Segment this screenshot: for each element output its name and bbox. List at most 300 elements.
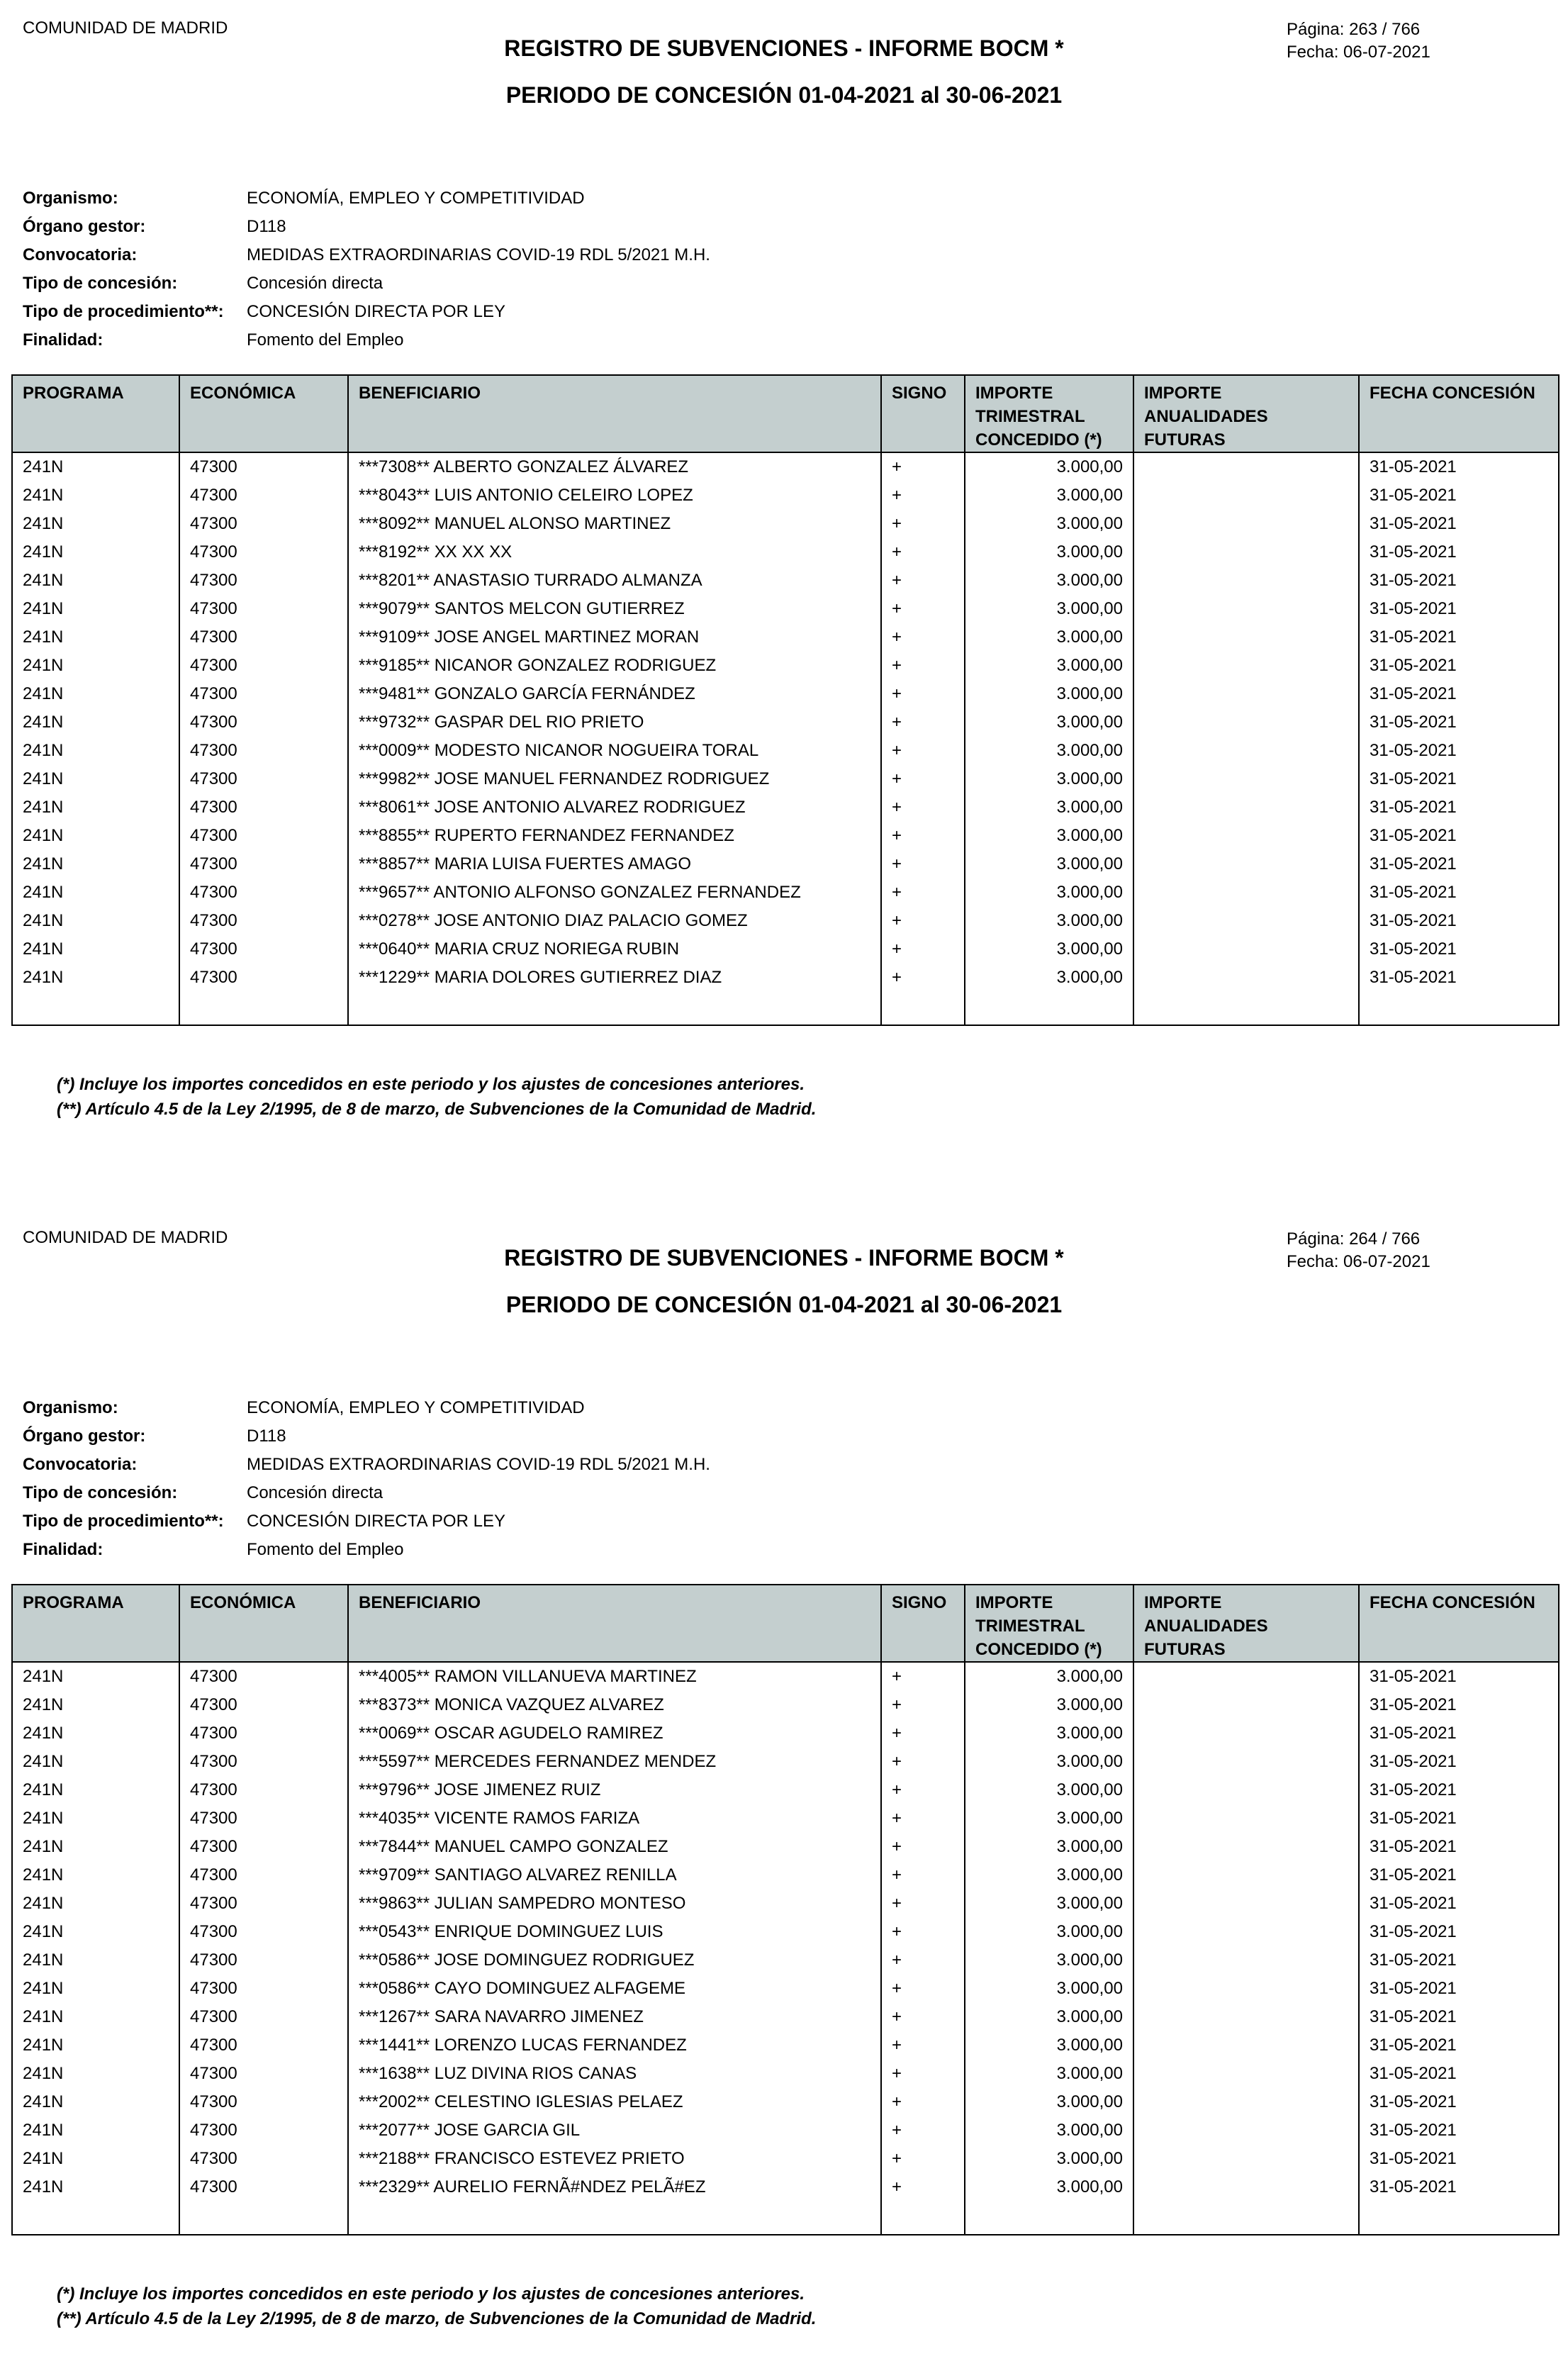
table-row [12, 1889, 1559, 1918]
table-row [12, 652, 1559, 680]
meta-label: Tipo de procedimiento**: [23, 1512, 224, 1531]
table-row [12, 964, 1559, 992]
cell-signo: + [881, 481, 965, 510]
cell-beneficiario: ***9481** GONZALO GARCÍA FERNÁNDEZ [348, 680, 881, 708]
meta-label: Tipo de concesión: [23, 274, 178, 293]
cell-economica: 47300 [179, 1833, 348, 1861]
cell-fecha-concesion: 31-05-2021 [1359, 1748, 1559, 1776]
cell-economica: 47300 [179, 964, 348, 992]
cell-signo: + [881, 1946, 965, 1975]
column-header-signo: SIGNO [881, 1585, 965, 1662]
cell-importe-trimestral: 3.000,00 [965, 452, 1133, 481]
meta-label: Finalidad: [23, 330, 103, 350]
cell-importe-trimestral: 3.000,00 [965, 1918, 1133, 1946]
cell-fecha-concesion: 31-05-2021 [1359, 2088, 1559, 2116]
cell-programa: 241N [12, 1975, 179, 2003]
cell-programa: 241N [12, 1804, 179, 1833]
meta-row-tipo-procedimiento [23, 1507, 710, 1536]
cell-programa: 241N [12, 2060, 179, 2088]
cell-importe-anualidades [1133, 1691, 1359, 1719]
table-header-row [12, 1585, 1559, 1662]
footnotes [57, 2282, 816, 2331]
cell-beneficiario: ***8043** LUIS ANTONIO CELEIRO LOPEZ [348, 481, 881, 510]
cell-signo: + [881, 1975, 965, 2003]
cell-signo: + [881, 1804, 965, 1833]
cell-signo: + [881, 2173, 965, 2201]
empty-cell [1133, 992, 1359, 1025]
cell-importe-trimestral: 3.000,00 [965, 2031, 1133, 2060]
cell-fecha-concesion: 31-05-2021 [1359, 1975, 1559, 2003]
cell-importe-anualidades [1133, 1918, 1359, 1946]
cell-importe-anualidades [1133, 538, 1359, 566]
cell-programa: 241N [12, 1833, 179, 1861]
cell-signo: + [881, 935, 965, 964]
cell-importe-anualidades [1133, 1748, 1359, 1776]
report-period: PERIODO DE CONCESIÓN 01-04-2021 al 30-06-2021 [505, 82, 1063, 108]
cell-fecha-concesion: 31-05-2021 [1359, 1918, 1559, 1946]
cell-beneficiario: ***0586** CAYO DOMINGUEZ ALFAGEME [348, 1975, 881, 2003]
cell-programa: 241N [12, 935, 179, 964]
column-header-economica: ECONÓMICA [179, 375, 348, 452]
empty-cell [1359, 2201, 1559, 2235]
cell-importe-anualidades [1133, 964, 1359, 992]
organization-name: COMUNIDAD DE MADRID [23, 1228, 228, 1247]
cell-programa: 241N [12, 481, 179, 510]
cell-programa: 241N [12, 765, 179, 793]
metadata-block [23, 184, 710, 355]
cell-signo: + [881, 680, 965, 708]
cell-economica: 47300 [179, 935, 348, 964]
empty-cell [179, 2201, 348, 2235]
cell-importe-trimestral: 3.000,00 [965, 793, 1133, 822]
cell-importe-anualidades [1133, 1975, 1359, 2003]
cell-importe-trimestral: 3.000,00 [965, 1833, 1133, 1861]
meta-value: MEDIDAS EXTRAORDINARIAS COVID-19 RDL 5/2021 M.H. [247, 245, 710, 264]
cell-beneficiario: ***0640** MARIA CRUZ NORIEGA RUBIN [348, 935, 881, 964]
cell-importe-anualidades [1133, 566, 1359, 595]
cell-signo: + [881, 2088, 965, 2116]
footnotes [57, 1072, 816, 1122]
meta-value: MEDIDAS EXTRAORDINARIAS COVID-19 RDL 5/2021 M.H. [247, 1455, 710, 1474]
cell-programa: 241N [12, 595, 179, 623]
cell-economica: 47300 [179, 538, 348, 566]
cell-economica: 47300 [179, 793, 348, 822]
cell-signo: + [881, 737, 965, 765]
meta-label: Órgano gestor: [23, 1427, 146, 1446]
cell-fecha-concesion: 31-05-2021 [1359, 510, 1559, 538]
table-row [12, 1975, 1559, 2003]
cell-importe-trimestral: 3.000,00 [965, 2088, 1133, 2116]
cell-signo: + [881, 510, 965, 538]
cell-importe-trimestral: 3.000,00 [965, 708, 1133, 737]
cell-beneficiario: ***8373** MONICA VAZQUEZ ALVAREZ [348, 1691, 881, 1719]
cell-beneficiario: ***2002** CELESTINO IGLESIAS PELAEZ [348, 2088, 881, 2116]
cell-economica: 47300 [179, 1889, 348, 1918]
cell-programa: 241N [12, 708, 179, 737]
meta-value: CONCESIÓN DIRECTA POR LEY [247, 302, 505, 321]
meta-value: ECONOMÍA, EMPLEO Y COMPETITIVIDAD [247, 189, 585, 208]
cell-signo: + [881, 964, 965, 992]
cell-beneficiario: ***9657** ANTONIO ALFONSO GONZALEZ FERNANDEZ [348, 878, 881, 907]
cell-fecha-concesion: 31-05-2021 [1359, 907, 1559, 935]
table-row [12, 1748, 1559, 1776]
cell-importe-trimestral: 3.000,00 [965, 1691, 1133, 1719]
cell-importe-trimestral: 3.000,00 [965, 737, 1133, 765]
cell-fecha-concesion: 31-05-2021 [1359, 538, 1559, 566]
cell-fecha-concesion: 31-05-2021 [1359, 822, 1559, 850]
cell-importe-trimestral: 3.000,00 [965, 2116, 1133, 2145]
meta-label: Tipo de procedimiento**: [23, 302, 224, 321]
cell-programa: 241N [12, 2145, 179, 2173]
cell-signo: + [881, 566, 965, 595]
table-row [12, 1719, 1559, 1748]
empty-cell [1359, 992, 1559, 1025]
footnote: (**) Artículo 4.5 de la Ley 2/1995, de 8 de marzo, de Subvenciones de la Comunidad de Madrid. [57, 1100, 817, 1119]
cell-economica: 47300 [179, 481, 348, 510]
cell-fecha-concesion: 31-05-2021 [1359, 623, 1559, 652]
cell-signo: + [881, 2031, 965, 2060]
cell-importe-anualidades [1133, 623, 1359, 652]
cell-programa: 241N [12, 623, 179, 652]
footnote: (*) Incluye los importes concedidos en este periodo y los ajustes de concesiones anteriores. [57, 1075, 805, 1094]
cell-beneficiario: ***7844** MANUEL CAMPO GONZALEZ [348, 1833, 881, 1861]
meta-value: Concesión directa [247, 274, 383, 293]
table-row [12, 1662, 1559, 1691]
cell-importe-trimestral: 3.000,00 [965, 1662, 1133, 1691]
meta-row-convocatoria [23, 1451, 710, 1479]
cell-economica: 47300 [179, 595, 348, 623]
meta-row-tipo-procedimiento [23, 298, 710, 326]
cell-fecha-concesion: 31-05-2021 [1359, 595, 1559, 623]
cell-programa: 241N [12, 964, 179, 992]
cell-beneficiario: ***0009** MODESTO NICANOR NOGUEIRA TORAL [348, 737, 881, 765]
cell-importe-trimestral: 3.000,00 [965, 2003, 1133, 2031]
table-row [12, 850, 1559, 878]
cell-programa: 241N [12, 907, 179, 935]
cell-importe-anualidades [1133, 510, 1359, 538]
cell-signo: + [881, 907, 965, 935]
cell-fecha-concesion: 31-05-2021 [1359, 680, 1559, 708]
meta-row-tipo-concesion [23, 1479, 710, 1507]
cell-economica: 47300 [179, 1662, 348, 1691]
table-row [12, 822, 1559, 850]
table-body [12, 1662, 1559, 2235]
cell-importe-trimestral: 3.000,00 [965, 652, 1133, 680]
empty-cell [348, 992, 881, 1025]
cell-economica: 47300 [179, 1748, 348, 1776]
cell-beneficiario: ***9982** JOSE MANUEL FERNANDEZ RODRIGUEZ [348, 765, 881, 793]
empty-cell [12, 992, 179, 1025]
organization-name: COMUNIDAD DE MADRID [23, 18, 228, 38]
table-bottom-padding [12, 992, 1559, 1025]
cell-beneficiario: ***0069** OSCAR AGUDELO RAMIREZ [348, 1719, 881, 1748]
cell-programa: 241N [12, 652, 179, 680]
cell-beneficiario: ***1267** SARA NAVARRO JIMENEZ [348, 2003, 881, 2031]
cell-importe-trimestral: 3.000,00 [965, 1889, 1133, 1918]
table-row [12, 1776, 1559, 1804]
table-row [12, 1918, 1559, 1946]
cell-programa: 241N [12, 1691, 179, 1719]
cell-importe-anualidades [1133, 2060, 1359, 2088]
cell-importe-trimestral: 3.000,00 [965, 595, 1133, 623]
cell-economica: 47300 [179, 1804, 348, 1833]
report-title: REGISTRO DE SUBVENCIONES - INFORME BOCM * [504, 1245, 1064, 1271]
cell-programa: 241N [12, 1662, 179, 1691]
cell-programa: 241N [12, 566, 179, 595]
cell-beneficiario: ***9863** JULIAN SAMPEDRO MONTESO [348, 1889, 881, 1918]
cell-fecha-concesion: 31-05-2021 [1359, 2145, 1559, 2173]
cell-importe-anualidades [1133, 1776, 1359, 1804]
cell-signo: + [881, 850, 965, 878]
column-header-beneficiario: BENEFICIARIO [348, 1585, 881, 1662]
table-row [12, 1861, 1559, 1889]
page-number: Página: 263 / 766 [1287, 20, 1421, 39]
cell-economica: 47300 [179, 822, 348, 850]
cell-economica: 47300 [179, 2060, 348, 2088]
cell-importe-anualidades [1133, 1804, 1359, 1833]
cell-importe-trimestral: 3.000,00 [965, 2173, 1133, 2201]
cell-programa: 241N [12, 538, 179, 566]
column-header-programa: PROGRAMA [12, 375, 179, 452]
cell-economica: 47300 [179, 2173, 348, 2201]
column-header-importe-trimestral: IMPORTE TRIMESTRAL CONCEDIDO (*) [965, 375, 1133, 452]
cell-importe-anualidades [1133, 2003, 1359, 2031]
column-header-beneficiario: BENEFICIARIO [348, 375, 881, 452]
cell-economica: 47300 [179, 737, 348, 765]
footnote: (*) Incluye los importes concedidos en este periodo y los ajustes de concesiones anteriores. [57, 2284, 805, 2304]
cell-beneficiario: ***1638** LUZ DIVINA RIOS CANAS [348, 2060, 881, 2088]
cell-importe-anualidades [1133, 793, 1359, 822]
cell-programa: 241N [12, 2173, 179, 2201]
table-row [12, 510, 1559, 538]
column-header-signo: SIGNO [881, 375, 965, 452]
cell-economica: 47300 [179, 708, 348, 737]
cell-programa: 241N [12, 793, 179, 822]
cell-beneficiario: ***2077** JOSE GARCIA GIL [348, 2116, 881, 2145]
meta-row-tipo-concesion [23, 269, 710, 298]
cell-importe-anualidades [1133, 2173, 1359, 2201]
empty-cell [881, 2201, 965, 2235]
cell-signo: + [881, 1662, 965, 1691]
cell-programa: 241N [12, 1918, 179, 1946]
cell-signo: + [881, 708, 965, 737]
cell-economica: 47300 [179, 1861, 348, 1889]
cell-importe-trimestral: 3.000,00 [965, 680, 1133, 708]
meta-label: Organismo: [23, 189, 118, 208]
meta-value: Fomento del Empleo [247, 1540, 404, 1559]
cell-beneficiario: ***2329** AURELIO FERNÃ#NDEZ PELÃ#EZ [348, 2173, 881, 2201]
cell-fecha-concesion: 31-05-2021 [1359, 708, 1559, 737]
cell-programa: 241N [12, 2088, 179, 2116]
cell-fecha-concesion: 31-05-2021 [1359, 1719, 1559, 1748]
cell-importe-trimestral: 3.000,00 [965, 935, 1133, 964]
cell-signo: + [881, 1918, 965, 1946]
cell-economica: 47300 [179, 623, 348, 652]
cell-fecha-concesion: 31-05-2021 [1359, 793, 1559, 822]
column-header-programa: PROGRAMA [12, 1585, 179, 1662]
page-number: Página: 264 / 766 [1287, 1229, 1421, 1249]
table-row [12, 595, 1559, 623]
cell-programa: 241N [12, 1946, 179, 1975]
subsidies-table [11, 374, 1559, 1026]
meta-row-finalidad [23, 1536, 710, 1564]
column-header-importe-anualidades: IMPORTE ANUALIDADES FUTURAS [1133, 1585, 1359, 1662]
table-row [12, 1833, 1559, 1861]
cell-fecha-concesion: 31-05-2021 [1359, 1662, 1559, 1691]
cell-beneficiario: ***1229** MARIA DOLORES GUTIERREZ DIAZ [348, 964, 881, 992]
cell-importe-trimestral: 3.000,00 [965, 2145, 1133, 2173]
meta-row-organo-gestor [23, 213, 710, 241]
cell-signo: + [881, 1691, 965, 1719]
meta-value: Fomento del Empleo [247, 330, 404, 350]
cell-importe-anualidades [1133, 850, 1359, 878]
cell-importe-trimestral: 3.000,00 [965, 481, 1133, 510]
cell-economica: 47300 [179, 1719, 348, 1748]
cell-signo: + [881, 595, 965, 623]
table-row [12, 2145, 1559, 2173]
cell-economica: 47300 [179, 907, 348, 935]
table-header-row [12, 375, 1559, 452]
cell-importe-anualidades [1133, 2031, 1359, 2060]
cell-beneficiario: ***5597** MERCEDES FERNANDEZ MENDEZ [348, 1748, 881, 1776]
meta-label: Tipo de concesión: [23, 1483, 178, 1502]
cell-signo: + [881, 2060, 965, 2088]
meta-value: D118 [247, 217, 286, 236]
cell-signo: + [881, 1776, 965, 1804]
cell-beneficiario: ***0278** JOSE ANTONIO DIAZ PALACIO GOMEZ [348, 907, 881, 935]
cell-importe-trimestral: 3.000,00 [965, 510, 1133, 538]
empty-cell [348, 2201, 881, 2235]
column-header-fecha-concesion: FECHA CONCESIÓN [1359, 1585, 1559, 1662]
cell-importe-anualidades [1133, 1719, 1359, 1748]
column-header-fecha-concesion: FECHA CONCESIÓN [1359, 375, 1559, 452]
cell-beneficiario: ***9185** NICANOR GONZALEZ RODRIGUEZ [348, 652, 881, 680]
cell-economica: 47300 [179, 566, 348, 595]
meta-value: D118 [247, 1427, 286, 1446]
meta-row-convocatoria [23, 241, 710, 269]
cell-beneficiario: ***9709** SANTIAGO ALVAREZ RENILLA [348, 1861, 881, 1889]
cell-importe-anualidades [1133, 737, 1359, 765]
meta-value: ECONOMÍA, EMPLEO Y COMPETITIVIDAD [247, 1398, 585, 1417]
cell-importe-anualidades [1133, 1861, 1359, 1889]
table-row [12, 538, 1559, 566]
cell-signo: + [881, 652, 965, 680]
report-date: Fecha: 06-07-2021 [1287, 1252, 1430, 1271]
table-row [12, 708, 1559, 737]
cell-importe-trimestral: 3.000,00 [965, 1861, 1133, 1889]
table-row [12, 1804, 1559, 1833]
cell-fecha-concesion: 31-05-2021 [1359, 1833, 1559, 1861]
cell-importe-trimestral: 3.000,00 [965, 538, 1133, 566]
meta-row-organo-gestor [23, 1422, 710, 1451]
empty-cell [881, 992, 965, 1025]
report-date: Fecha: 06-07-2021 [1287, 43, 1430, 62]
cell-importe-trimestral: 3.000,00 [965, 907, 1133, 935]
page-info [1287, 18, 1430, 64]
cell-programa: 241N [12, 850, 179, 878]
report-page [0, 0, 1568, 1168]
cell-beneficiario: ***8061** JOSE ANTONIO ALVAREZ RODRIGUEZ [348, 793, 881, 822]
cell-fecha-concesion: 31-05-2021 [1359, 850, 1559, 878]
cell-importe-anualidades [1133, 595, 1359, 623]
table-row [12, 907, 1559, 935]
cell-importe-anualidades [1133, 680, 1359, 708]
cell-programa: 241N [12, 1719, 179, 1748]
cell-importe-trimestral: 3.000,00 [965, 1776, 1133, 1804]
cell-importe-anualidades [1133, 765, 1359, 793]
cell-economica: 47300 [179, 1918, 348, 1946]
cell-fecha-concesion: 31-05-2021 [1359, 2173, 1559, 2201]
cell-economica: 47300 [179, 452, 348, 481]
table-row [12, 623, 1559, 652]
cell-signo: + [881, 1719, 965, 1748]
cell-economica: 47300 [179, 878, 348, 907]
cell-programa: 241N [12, 510, 179, 538]
column-header-importe-trimestral: IMPORTE TRIMESTRAL CONCEDIDO (*) [965, 1585, 1133, 1662]
cell-signo: + [881, 1889, 965, 1918]
footnote: (**) Artículo 4.5 de la Ley 2/1995, de 8 de marzo, de Subvenciones de la Comunidad de Madrid. [57, 2309, 817, 2328]
cell-economica: 47300 [179, 850, 348, 878]
cell-signo: + [881, 1833, 965, 1861]
table-row [12, 566, 1559, 595]
meta-label: Convocatoria: [23, 1455, 138, 1474]
cell-signo: + [881, 878, 965, 907]
cell-economica: 47300 [179, 2088, 348, 2116]
cell-importe-anualidades [1133, 1833, 1359, 1861]
cell-economica: 47300 [179, 680, 348, 708]
table-row [12, 2088, 1559, 2116]
cell-importe-anualidades [1133, 935, 1359, 964]
cell-beneficiario: ***8857** MARIA LUISA FUERTES AMAGO [348, 850, 881, 878]
meta-label: Convocatoria: [23, 245, 138, 264]
cell-signo: + [881, 2003, 965, 2031]
cell-economica: 47300 [179, 1691, 348, 1719]
cell-importe-trimestral: 3.000,00 [965, 765, 1133, 793]
cell-economica: 47300 [179, 510, 348, 538]
meta-label: Organismo: [23, 1398, 118, 1417]
cell-programa: 241N [12, 737, 179, 765]
cell-beneficiario: ***0543** ENRIQUE DOMINGUEZ LUIS [348, 1918, 881, 1946]
cell-importe-anualidades [1133, 822, 1359, 850]
cell-fecha-concesion: 31-05-2021 [1359, 1889, 1559, 1918]
cell-beneficiario: ***8201** ANASTASIO TURRADO ALMANZA [348, 566, 881, 595]
cell-economica: 47300 [179, 2145, 348, 2173]
cell-importe-anualidades [1133, 1889, 1359, 1918]
cell-fecha-concesion: 31-05-2021 [1359, 737, 1559, 765]
page-info [1287, 1228, 1430, 1273]
table-bottom-padding [12, 2201, 1559, 2235]
cell-programa: 241N [12, 1889, 179, 1918]
cell-signo: + [881, 765, 965, 793]
cell-fecha-concesion: 31-05-2021 [1359, 964, 1559, 992]
cell-economica: 47300 [179, 765, 348, 793]
cell-beneficiario: ***9796** JOSE JIMENEZ RUIZ [348, 1776, 881, 1804]
cell-economica: 47300 [179, 2031, 348, 2060]
cell-beneficiario: ***8092** MANUEL ALONSO MARTINEZ [348, 510, 881, 538]
empty-cell [12, 2201, 179, 2235]
cell-importe-anualidades [1133, 652, 1359, 680]
cell-economica: 47300 [179, 2003, 348, 2031]
cell-fecha-concesion: 31-05-2021 [1359, 2060, 1559, 2088]
cell-economica: 47300 [179, 1975, 348, 2003]
cell-importe-trimestral: 3.000,00 [965, 1946, 1133, 1975]
cell-importe-trimestral: 3.000,00 [965, 964, 1133, 992]
cell-economica: 47300 [179, 1776, 348, 1804]
cell-importe-trimestral: 3.000,00 [965, 566, 1133, 595]
table-row [12, 765, 1559, 793]
cell-importe-anualidades [1133, 481, 1359, 510]
table-row [12, 2116, 1559, 2145]
